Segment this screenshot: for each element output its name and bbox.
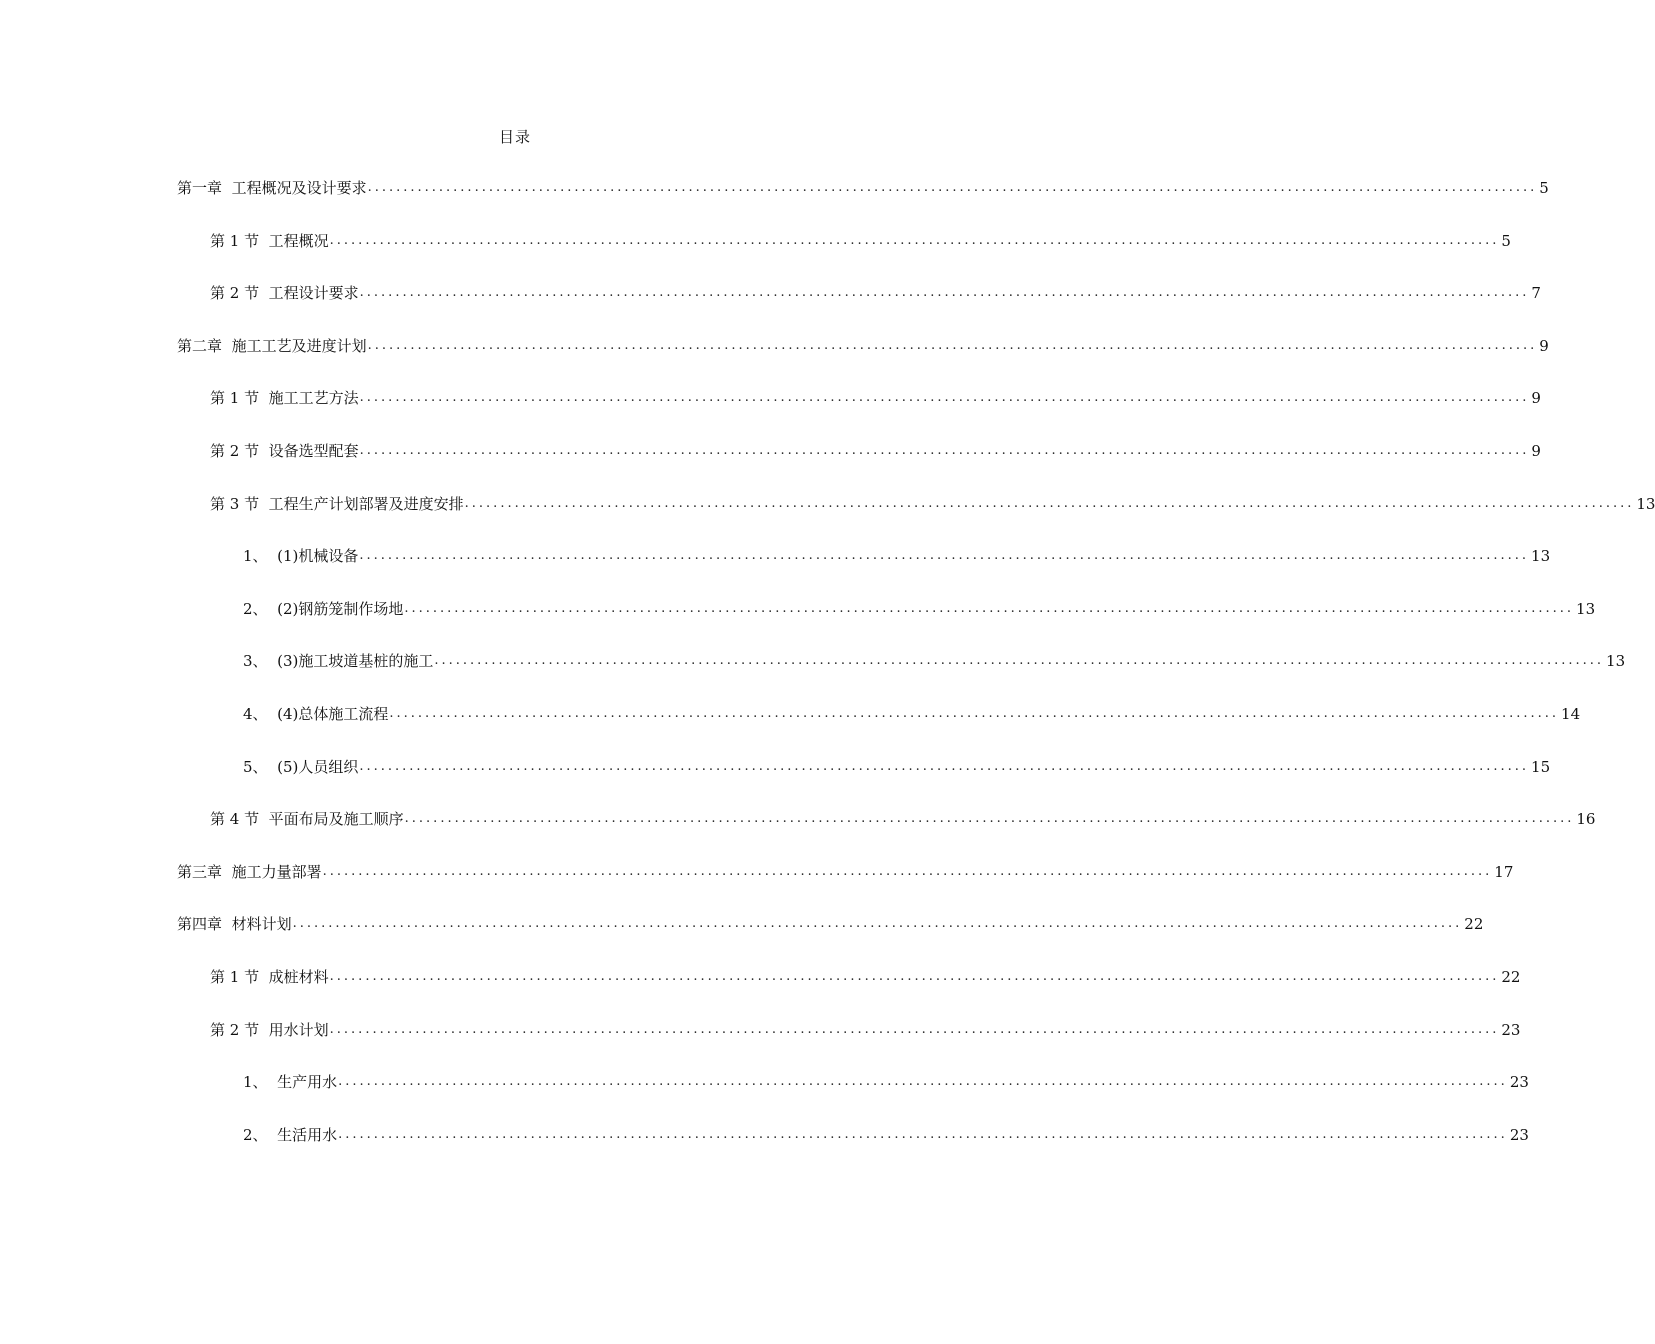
toc-dot-leader: .................................................................................................................................................................... xyxy=(464,495,1635,511)
toc-entry-title: (4)总体施工流程 xyxy=(277,704,389,723)
toc-entry-number: 4、 xyxy=(243,704,268,723)
toc-dot-leader: .................................................................................................................................................................... xyxy=(404,600,1575,616)
toc-entry-number: 第二章 xyxy=(177,336,223,355)
toc-entry-title: 成桩材料 xyxy=(268,967,329,986)
toc-entry[interactable] xyxy=(0,439,1541,492)
toc-entry-page-number: 15 xyxy=(1531,757,1551,776)
toc-entry-number: 第 1 节 xyxy=(210,389,260,408)
toc-dot-leader: .................................................................................................................................................................... xyxy=(359,390,1530,406)
toc-entry[interactable] xyxy=(0,597,1596,650)
toc-entry-title: 生产用水 xyxy=(277,1073,338,1092)
toc-entry[interactable] xyxy=(0,1018,1521,1071)
toc-entry-number: 第四章 xyxy=(177,915,223,934)
toc-entry-number: 第三章 xyxy=(177,862,223,881)
toc-list xyxy=(0,176,1655,1175)
toc-entry[interactable] xyxy=(0,1070,1529,1123)
toc-entry-title: 用水计划 xyxy=(268,1020,329,1039)
toc-dot-leader: .................................................................................................................................................................... xyxy=(329,1021,1500,1037)
toc-dot-leader: .................................................................................................................................................................... xyxy=(389,705,1560,721)
toc-entry-page-number: 13 xyxy=(1636,494,1655,513)
toc-dot-leader: .................................................................................................................................................................... xyxy=(322,863,1493,879)
toc-entry-number: 第 2 节 xyxy=(210,284,260,303)
toc-entry-page-number: 5 xyxy=(1501,231,1511,250)
toc-entry-title: 施工工艺方法 xyxy=(268,389,359,408)
toc-entry[interactable] xyxy=(0,334,1549,387)
toc-entry-title: 材料计划 xyxy=(231,915,292,934)
toc-title: 目录 xyxy=(498,128,531,146)
toc-entry-number: 第 1 节 xyxy=(210,967,260,986)
toc-entry-page-number: 23 xyxy=(1501,1020,1521,1039)
toc-dot-leader: .................................................................................................................................................................... xyxy=(359,285,1530,301)
toc-entry-page-number: 14 xyxy=(1561,704,1581,723)
toc-entry-title: 施工力量部署 xyxy=(231,862,322,881)
toc-dot-leader: .................................................................................................................................................................... xyxy=(434,653,1605,669)
toc-dot-leader: .................................................................................................................................................................... xyxy=(404,811,1575,827)
toc-entry-page-number: 23 xyxy=(1509,1125,1529,1144)
toc-entry-page-number: 13 xyxy=(1606,652,1626,671)
toc-entry[interactable] xyxy=(0,965,1521,1018)
toc-entry-page-number: 22 xyxy=(1501,967,1521,986)
toc-entry-page-number: 9 xyxy=(1539,336,1549,355)
toc-entry[interactable] xyxy=(0,755,1551,808)
toc-entry-page-number: 17 xyxy=(1494,862,1514,881)
toc-entry-title: 工程生产计划部署及进度安排 xyxy=(268,494,464,513)
toc-dot-leader: .................................................................................................................................................................... xyxy=(359,442,1530,458)
toc-entry-number: 1、 xyxy=(243,1073,268,1092)
toc-entry-title: 生活用水 xyxy=(277,1125,338,1144)
toc-entry[interactable] xyxy=(0,1123,1529,1176)
toc-entry-title: (3)施工坡道基桩的施工 xyxy=(277,652,434,671)
toc-entry-number: 第 4 节 xyxy=(210,810,260,829)
toc-entry-number: 第一章 xyxy=(177,179,223,197)
toc-entry[interactable] xyxy=(0,176,1549,229)
toc-dot-leader: .................................................................................................................................................................... xyxy=(329,232,1500,248)
toc-entry-page-number: 9 xyxy=(1531,389,1541,408)
toc-entry[interactable] xyxy=(0,860,1514,913)
toc-entry-number: 第 2 节 xyxy=(210,1020,260,1039)
toc-entry-title: (1)机械设备 xyxy=(277,547,359,566)
toc-entry-page-number: 5 xyxy=(1539,179,1549,197)
toc-entry-page-number: 16 xyxy=(1576,810,1596,829)
toc-entry-title: 工程设计要求 xyxy=(268,284,359,303)
toc-dot-leader: .................................................................................................................................................................... xyxy=(338,1074,1508,1090)
toc-entry[interactable] xyxy=(0,544,1551,597)
toc-entry-page-number: 13 xyxy=(1576,599,1596,618)
toc-entry-number: 第 3 节 xyxy=(210,494,260,513)
toc-entry[interactable] xyxy=(0,702,1581,755)
toc-entry-number: 1、 xyxy=(243,547,268,566)
toc-entry-title: 平面布局及施工顺序 xyxy=(268,810,404,829)
toc-entry-title: 工程概况 xyxy=(268,231,329,250)
toc-dot-leader: .................................................................................................................................................................... xyxy=(329,968,1500,984)
toc-entry-page-number: 23 xyxy=(1509,1073,1529,1092)
toc-entry[interactable] xyxy=(0,386,1541,439)
toc-entry-title: 设备选型配套 xyxy=(268,441,359,460)
toc-entry-title: (2)钢筋笼制作场地 xyxy=(277,599,404,618)
toc-dot-leader: .................................................................................................................................................................... xyxy=(367,337,1538,353)
toc-entry[interactable] xyxy=(0,912,1484,965)
toc-entry[interactable] xyxy=(0,281,1541,334)
toc-entry[interactable] xyxy=(0,229,1511,282)
toc-entry-number: 2、 xyxy=(243,599,268,618)
toc-entry-title: 施工工艺及进度计划 xyxy=(231,336,367,355)
toc-entry-page-number: 22 xyxy=(1464,915,1484,934)
toc-dot-leader: .................................................................................................................................................................... xyxy=(359,758,1530,774)
toc-entry-page-number: 13 xyxy=(1531,547,1551,566)
toc-entry[interactable] xyxy=(0,649,1626,702)
toc-entry-title: (5)人员组织 xyxy=(277,757,359,776)
toc-dot-leader: .................................................................................................................................................................... xyxy=(367,180,1538,195)
toc-dot-leader: .................................................................................................................................................................... xyxy=(359,548,1530,564)
toc-entry-number: 第 2 节 xyxy=(210,441,260,460)
toc-entry-title: 工程概况及设计要求 xyxy=(231,179,367,197)
toc-dot-leader: .................................................................................................................................................................... xyxy=(338,1126,1508,1142)
toc-entry-number: 2、 xyxy=(243,1125,268,1144)
toc-entry-page-number: 7 xyxy=(1531,284,1541,303)
toc-entry-number: 第 1 节 xyxy=(210,231,260,250)
toc-entry[interactable] xyxy=(0,492,1655,545)
toc-entry-number: 5、 xyxy=(243,757,268,776)
toc-dot-leader: .................................................................................................................................................................... xyxy=(292,916,1463,932)
toc-entry-page-number: 9 xyxy=(1531,441,1541,460)
toc-entry[interactable] xyxy=(0,807,1596,860)
toc-entry-number: 3、 xyxy=(243,652,268,671)
